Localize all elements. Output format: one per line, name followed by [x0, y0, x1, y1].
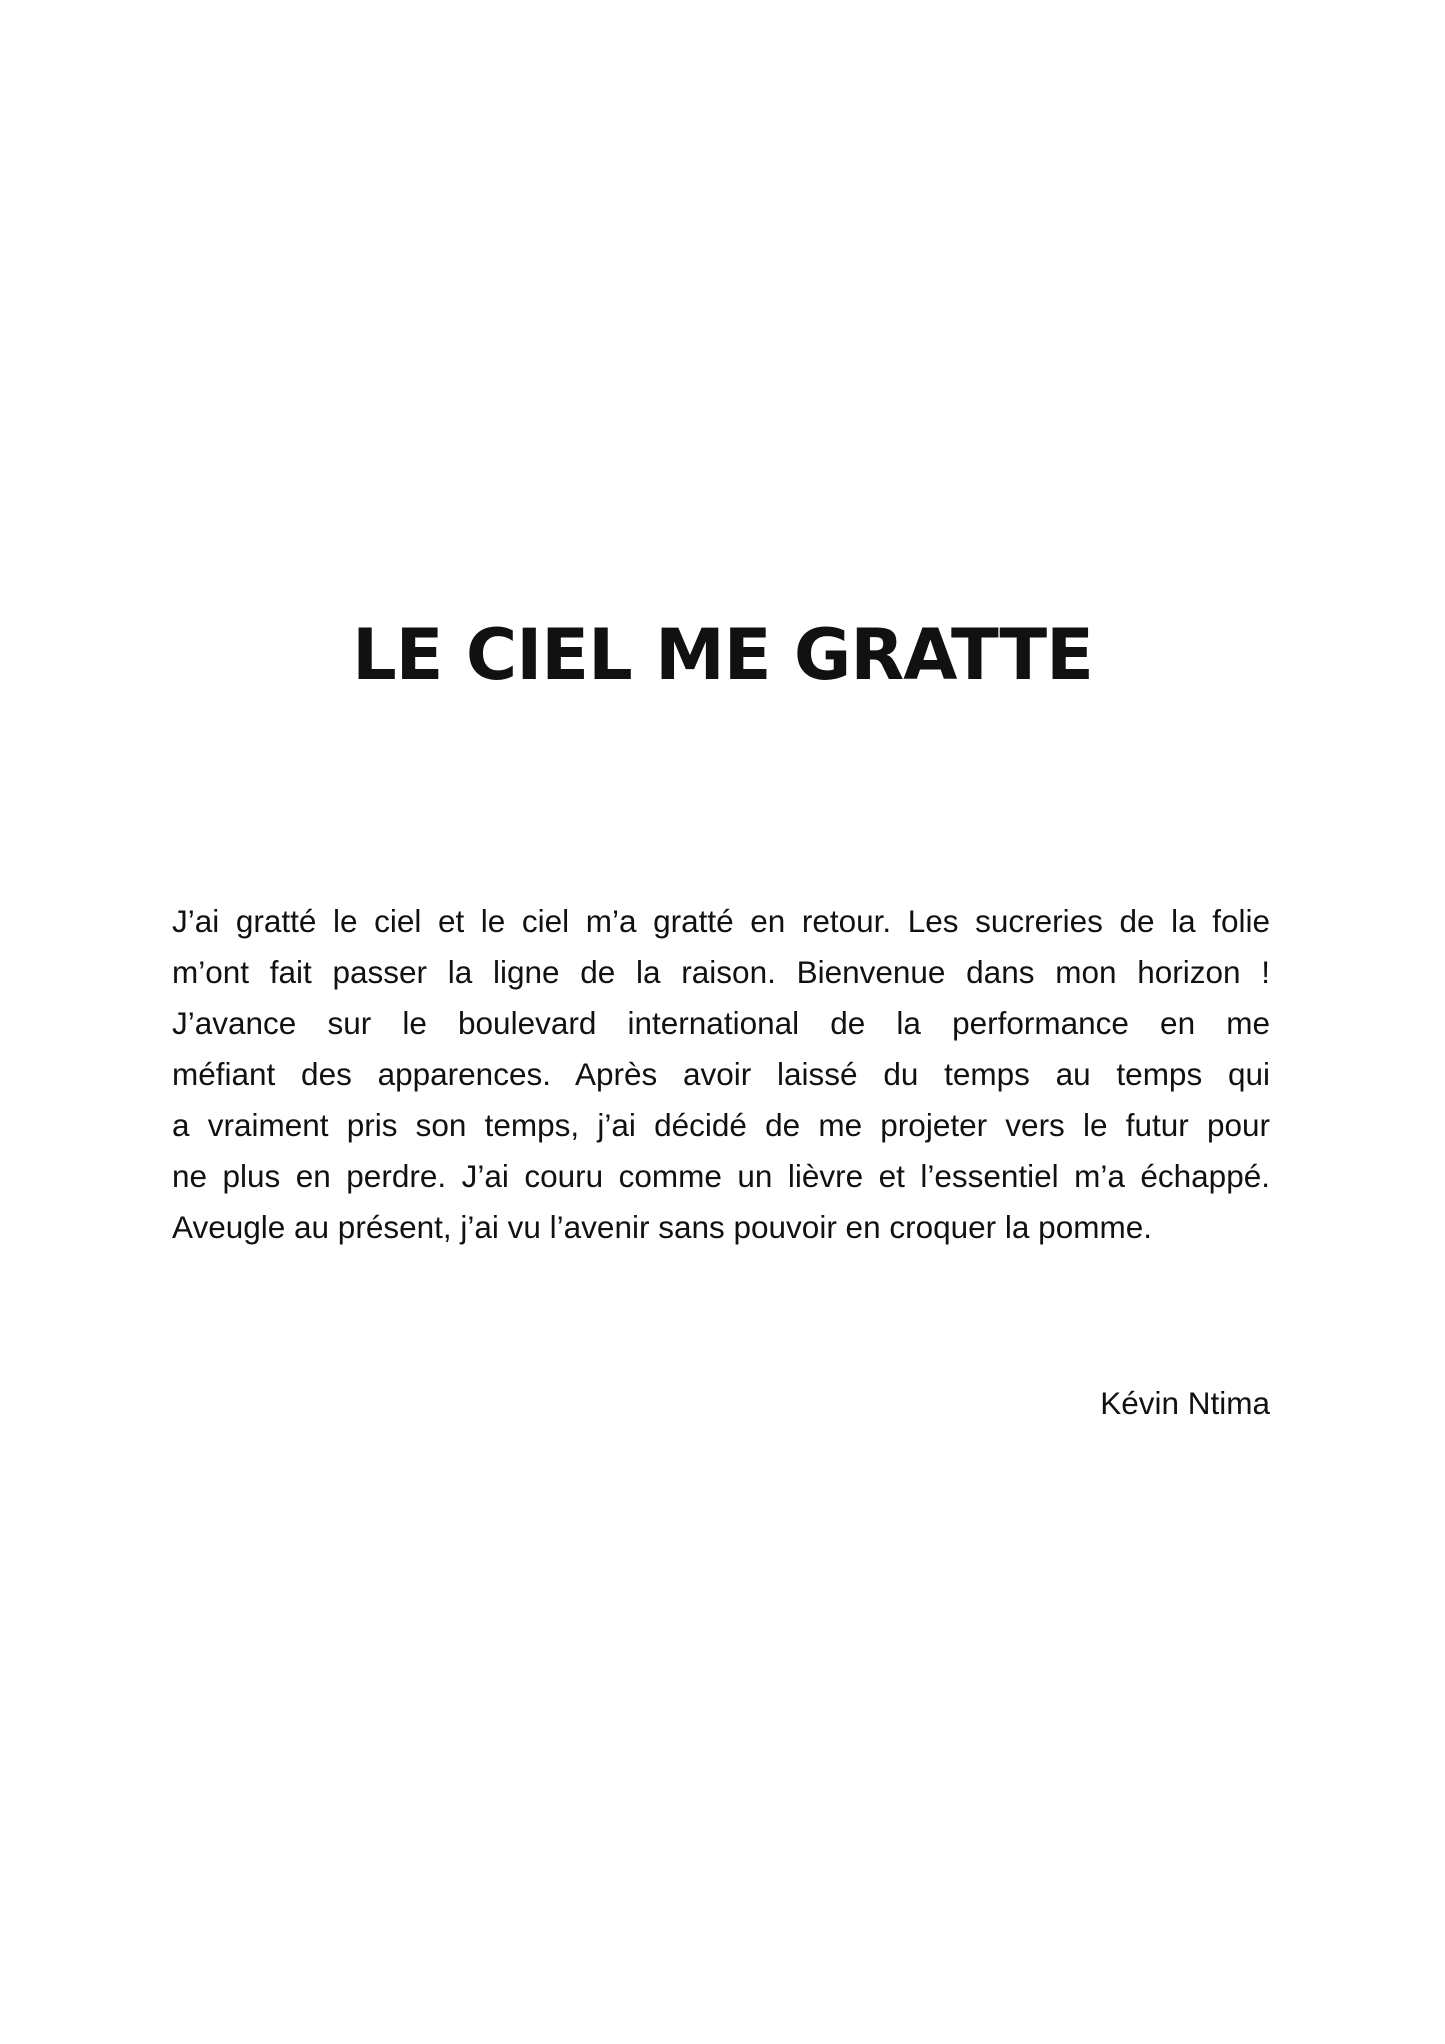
body-paragraph: [172, 896, 1270, 1253]
paragraph-line: méfiant des apparences. Après avoir laissé du temps au temps qui: [172, 1056, 1270, 1092]
page-title: LE CIEL ME GRATTE: [352, 614, 1093, 696]
paragraph-line: J’ai gratté le ciel et le ciel m’a gratté en retour. Les sucreries de la folie: [172, 903, 1270, 939]
paragraph-line: a vraiment pris son temps, j’ai décidé de me projeter vers le futur pour: [172, 1107, 1270, 1143]
paragraph-line: Aveugle au présent, j’ai vu l’avenir sans pouvoir en croquer la pomme.: [172, 1209, 1152, 1245]
paragraph-line: m’ont fait passer la ligne de la raison. Bienvenue dans mon horizon !: [172, 954, 1270, 990]
paragraph-line: J’avance sur le boulevard international de la performance en me: [172, 1005, 1270, 1041]
author-signature: Kévin Ntima: [1100, 1385, 1270, 1421]
paragraph-line: ne plus en perdre. J’ai couru comme un lièvre et l’essentiel m’a échappé.: [172, 1158, 1270, 1194]
